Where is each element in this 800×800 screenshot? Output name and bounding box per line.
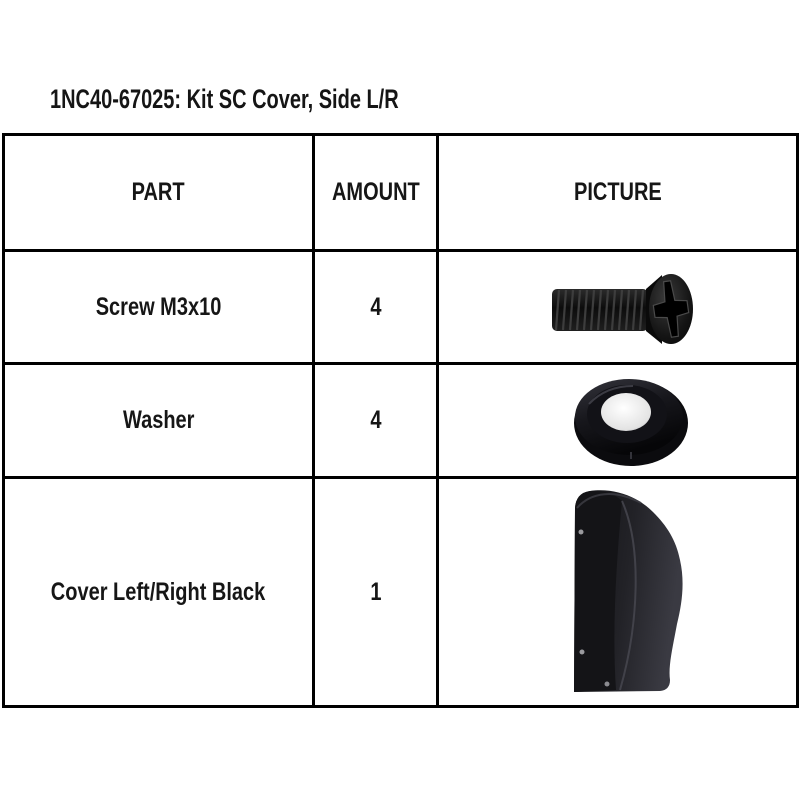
part-name: Washer (122, 406, 195, 434)
washer-icon (439, 374, 796, 468)
table-row-washer (4, 364, 798, 478)
parts-table (2, 133, 799, 708)
part-name-cell (4, 364, 314, 478)
table-row-screw (4, 251, 798, 364)
column-header-amount (314, 135, 438, 251)
picture-cell (438, 364, 798, 478)
column-header-picture (438, 135, 798, 251)
part-name-cell (4, 251, 314, 364)
amount-value: 4 (369, 406, 382, 434)
amount-cell (314, 251, 438, 364)
column-header-part (4, 135, 314, 251)
amount-cell (314, 478, 438, 707)
cover-icon (439, 484, 796, 700)
amount-cell (314, 364, 438, 478)
picture-cell (438, 478, 798, 707)
column-header-part-label: PART (132, 178, 185, 206)
part-name-cell (4, 478, 314, 707)
screw-icon (439, 266, 796, 348)
column-header-picture-label: PICTURE (573, 178, 662, 206)
part-name: Cover Left/Right Black (51, 577, 266, 606)
amount-value: 4 (369, 292, 382, 321)
column-header-amount-label: AMOUNT (331, 178, 420, 206)
picture-cell (438, 251, 798, 364)
page-title: 1NC40-67025: Kit SC Cover, Side L/R (50, 84, 399, 114)
part-name: Screw M3x10 (95, 292, 222, 321)
table-header-row (4, 135, 798, 251)
amount-value: 1 (369, 577, 382, 606)
table-row-cover (4, 478, 798, 707)
